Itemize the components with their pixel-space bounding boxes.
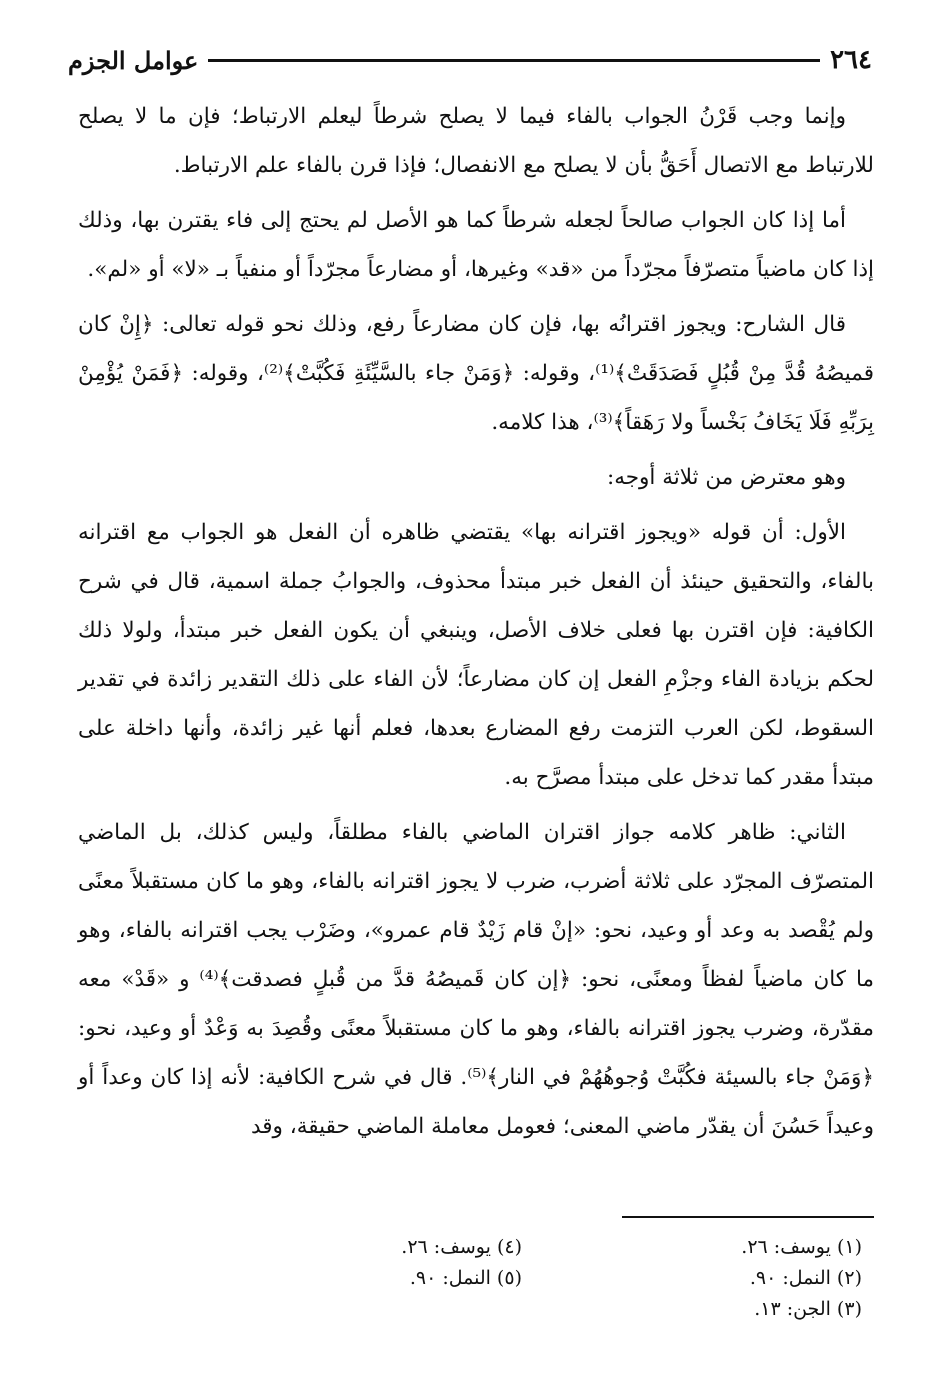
footnote-2: (٢) النمل: ٩٠.: [749, 1267, 862, 1289]
footnote-3: (٣) الجن: ١٣.: [754, 1298, 862, 1320]
paragraph-1: وإنما وجب قَرْنُ الجواب بالفاء فيما لا يصلح شرطاً ليعلم الارتباط؛ فإن ما لا يصلح للارتباط مع الاتصال أَحَقُّ بأن لا يصلح مع الانفصال؛ فإذا قرن بالفاء علم الارتباط.: [78, 104, 874, 178]
paragraph-5: الأول: أن قوله «ويجوز اقترانه بها» يقتضي ظاهره أن الفعل هو الجواب مع اقترانه بالفاء، والتحقيق حينئذ أن الفعل خبر مبتدأ محذوف، والجوابُ جملة اسمية، قال في شرح الكافية: فإن اقترن بها فعلى خلاف الأصل، وينبغي أن يكون الفعل خبر مبتدأ، ولولا ذلك لحكم بزيادة الفاء وجزْمِ الفعل إن كان مضارعاً؛ لأن الفاء على ذلك التقدير زائدة في تقدير السقوط، لكن العرب التزمت رفع المضارع بعدها، فعلم أنها غير زائدة، وأنها داخلة على مبتدأ مقدر كما تدخل على مبتدأ مصرَّح به.: [78, 520, 874, 790]
footnote-4: (٤) يوسف: ٢٦.: [401, 1236, 522, 1258]
body-text: [78, 92, 874, 1157]
footnote-column-left: [401, 1232, 522, 1294]
page-number: ٢٦٤: [830, 45, 872, 75]
footnote-5: (٥) النمل: ٩٠.: [409, 1267, 522, 1289]
footnote-column-right: [741, 1232, 862, 1325]
footnote-rule: [622, 1216, 874, 1218]
paragraph-2: أما إذا كان الجواب صالحاً لجعله شرطاً كما هو الأصل لم يحتج إلى فاء يقترن بها، وذلك إذا كان ماضياً متصرّفاً مجرّداً من «قد» وغيرها، أو مضارعاً مجرّداً أو منفياً بـ «لا» أو «لم».: [78, 208, 874, 282]
footnote-1: (١) يوسف: ٢٦.: [741, 1236, 862, 1258]
paragraph-6: الثاني: ظاهر كلامه جواز اقتران الماضي بالفاء مطلقاً، وليس كذلك، بل الماضي المتصرّف المجرّد على ثلاثة أضرب، ضرب لا يجوز اقترانه بالفاء، وهو ما كان مستقبلاً معنًى ولم يُقْصد به وعد أو وعيد، نحو: «إنْ قام زَيْدٌ قام عمرو»، وضَرْب يجب اقترانه بالفاء، وهو ما كان ماضياً لفظاً ومعنًى، نحو: ﴿إن كان قَميصُهُ قدَّ من قُبلٍ فصدقت﴾⁽⁴⁾ و «قَدْ» معه مقدّرة، وضرب يجوز اقترانه بالفاء، وهو ما كان مستقبلاً معنًى وقُصِدَ به وَعْدٌ أو وعيد، نحو: ﴿وَمَنْ جاء بالسيئة فكُبَّتْ وُجوهُهُمْ في النار﴾⁽⁵⁾. قال في شرح الكافية: لأنه إذا كان وعداً أو وعيداً حَسُنَ أن يقدّر ماضي المعنى؛ فعومل معاملة الماضي حقيقة، وقد: [78, 820, 875, 1139]
running-title: عوامل الجزم: [68, 45, 199, 75]
paragraph-4: وهو معترض من ثلاثة أوجه:: [606, 465, 846, 490]
page-header: [68, 38, 872, 82]
header-rule: [208, 59, 820, 62]
paragraph-3: قال الشارح: ويجوز اقترانُه بها، فإن كان مضارعاً رفع، وذلك نحو قوله تعالى: ﴿إِنْ كان قميصُهُ قُدَّ مِنْ قُبُلٍ فَصَدَقَتْ﴾⁽¹⁾، وقوله: ﴿وَمَنْ جاء بالسَّيِّئَةِ فَكُبَّتْ﴾⁽²⁾، وقوله: ﴿فَمَنْ يُؤْمِنْ بِرَبِّهِ فَلَا يَخَافُ بَخْساً ولا رَهَقاً﴾⁽³⁾، هذا كلامه.: [78, 312, 874, 435]
footnotes: [82, 1232, 862, 1342]
